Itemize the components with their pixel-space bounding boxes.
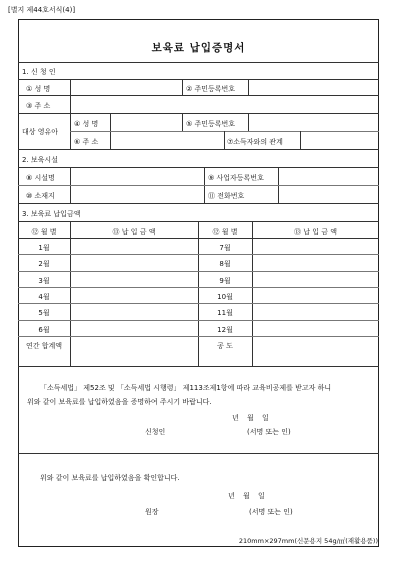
col-amount-header: ⑬ 납 입 금 액 [112,228,156,236]
infant-label: 대상 영유아 [22,128,59,136]
divider [252,221,253,366]
rrn-field[interactable] [250,80,378,95]
director-label: 원장 [145,508,159,516]
location-label: ⑩ 소재지 [26,192,55,200]
amount-field[interactable] [72,255,196,269]
amount-field[interactable] [72,239,196,253]
month-cell: 7월 [219,244,231,252]
divider [18,203,379,204]
facility-name-field[interactable] [72,168,202,185]
biz-no-field[interactable] [280,168,378,185]
month-cell: 2월 [38,260,50,269]
statement-line1: 「소득세법」 제52조 및 「소득세법 시행령」 제113조제1항에 따라 교육비공제를 받고자 하니 [40,384,332,392]
amount-field[interactable] [254,288,377,302]
month-cell: 9월 [219,276,231,285]
month-cell: 10월 [217,292,233,301]
form-reference: [별지 제44호서식(4)] [8,6,76,14]
sum-label: 공 도 [217,341,233,350]
infant-address-field[interactable] [112,132,222,148]
applicant-sign[interactable]: (서명 또는 인) [247,428,291,436]
divider [18,254,379,255]
amount-field[interactable] [72,272,196,286]
infant-name-label: ④ 성 명 [74,120,99,128]
month-cell: 8월 [219,260,231,269]
month-cell: 12월 [217,325,233,334]
month-cell: 1월 [38,244,50,252]
divider [248,113,249,131]
month-cell: 5월 [38,309,50,318]
amount-field[interactable] [254,321,377,335]
divider [18,303,379,304]
amount-field[interactable] [72,304,196,318]
name-field[interactable] [72,80,180,95]
amount-field[interactable] [254,255,377,269]
col-month2-header: ⑫ 월 별 [212,228,238,236]
divider [248,79,249,95]
page-title: 보육료 납입증명서 [151,42,246,54]
director-sign[interactable]: (서명 또는 인) [249,508,293,516]
phone-label: ⑪ 전화번호 [208,192,245,200]
statement-date: 년 월 일 [232,414,269,422]
section-heading-applicant: 1. 신 청 인 [22,68,56,76]
sum-amount-field[interactable] [254,337,377,351]
month-cell: 3월 [38,276,50,285]
divider [182,113,183,131]
location-field[interactable] [72,186,202,203]
amount-field[interactable] [254,272,377,286]
relation-field[interactable] [302,132,378,148]
applicant-label: 신청인 [145,428,166,436]
divider [18,271,379,272]
col-amount2-header: ⑬ 납 입 금 액 [294,228,337,236]
infant-rrn-label: ⑤ 주민등록번호 [186,120,236,128]
amount-field[interactable] [254,239,377,253]
divider [18,336,379,337]
infant-name-field[interactable] [112,114,180,130]
address-label: ③ 주 소 [26,102,51,110]
section-heading-facility: 2. 보육시설 [22,156,58,164]
statement-line2: 위와 같이 보육료를 납입하였음을 증명하여 주시기 바랍니다. [27,398,212,406]
total-label: 연간 합계액 [25,341,63,350]
address-field[interactable] [72,96,378,112]
infant-rrn-field[interactable] [250,114,378,130]
facility-name-label: ⑧ 시설명 [26,174,55,182]
infant-address-label: ⑥ 주 소 [74,138,99,146]
total-amount-field[interactable] [72,337,196,351]
col-month-header: ⑫ 월 별 [31,228,57,236]
amount-field[interactable] [254,304,377,318]
month-cell: 11월 [217,309,233,318]
divider [70,221,71,366]
month-cell: 4월 [38,292,50,301]
divider [18,149,379,150]
month-cell: 6월 [38,325,50,334]
divider [18,453,379,454]
divider [18,366,379,367]
phone-field[interactable] [280,186,378,203]
amount-field[interactable] [72,288,196,302]
divider [18,62,379,63]
confirm-line1: 위와 같이 보육료를 납입하였음을 확인합니다. [40,474,180,482]
paper-spec: 210mm×297mm(신문용지 54g/㎡(재활용품)) [238,537,378,545]
confirm-date: 년 월 일 [228,492,265,500]
biz-no-label: ⑨ 사업자등록번호 [208,174,264,182]
divider [182,79,183,95]
divider [70,79,71,113]
relation-label: ⑦소득자와의 관계 [227,138,283,146]
divider [300,131,301,149]
divider [18,287,379,288]
section-heading-amount: 3. 보육료 납입금액 [22,210,81,218]
divider [18,320,379,321]
divider [224,131,225,149]
name-label: ① 성 명 [26,85,51,93]
amount-field[interactable] [72,321,196,335]
rrn-label: ② 주민등록번호 [186,85,236,93]
